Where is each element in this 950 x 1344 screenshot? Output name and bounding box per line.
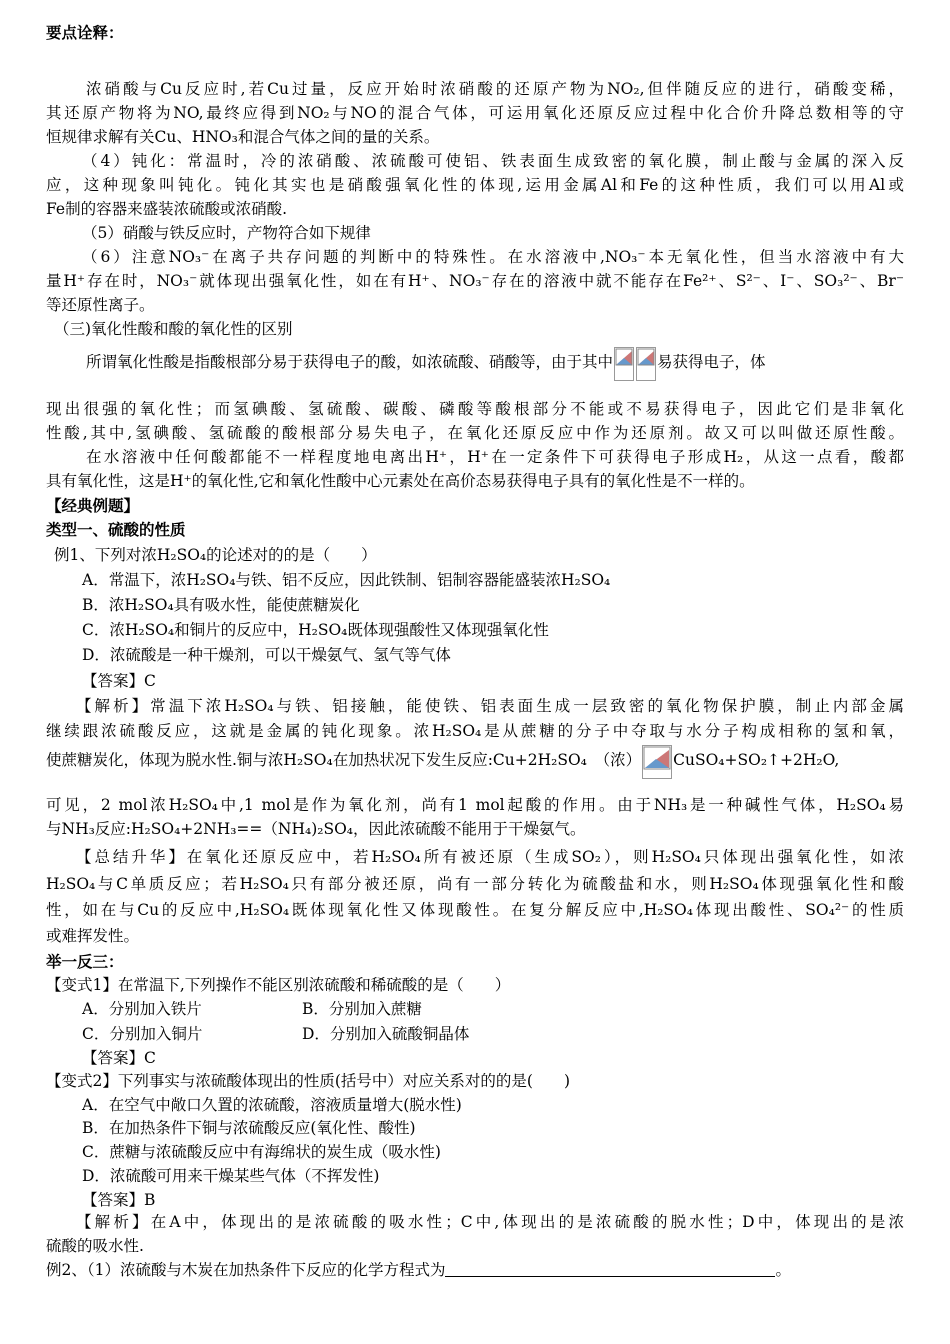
paragraph-line: 应，这种现象叫钝化。钝化其实也是硝酸强氧化性的体现,运用金属Al和Fe的这种性质，我们可以用Al或 — [46, 176, 904, 194]
option-d: D．浓硫酸是一种干燥剂，可以干燥氨气、氢气等气体 — [82, 646, 451, 664]
explanation-line: 【解析】常温下浓H₂SO₄与铁、铝接触，能使铁、铝表面生成一层致密的氧化物保护膜，制止内部金属 — [76, 697, 904, 715]
paragraph-line: 在水溶液中任何酸都能不一样程度地电离出H⁺，H⁺在一定条件下可获得电子形成H₂，从这一点看，酸都 — [86, 448, 904, 466]
question-text: 例2、（1）浓硫酸与木炭在加热条件下反应的化学方程式为 — [46, 1261, 446, 1279]
paragraph-line: （6）注意NO₃⁻在离子共存问题的判断中的特殊性。在水溶液中,NO₃⁻本无氧化性，但当水溶液中有大 — [82, 248, 904, 266]
paragraph-line: 具有氧化性，这是H⁺的氧化性,它和氧化性酸中心元素处在高价态易获得电子具有的氧化性是不一样的。 — [46, 472, 755, 490]
option-c: C．蔗糖与浓硫酸反应中有海绵状的炭生成（吸水性) — [82, 1143, 441, 1161]
paragraph-line: 现出很强的氧化性；而氢碘酸、氢硫酸、碳酸、磷酸等酸根部分不能或不易获得电子，因此它们是非氧化 — [46, 400, 904, 418]
paragraph-line-with-images — [86, 347, 904, 381]
answer-label: 【答案】C — [82, 672, 156, 690]
option-c: C．分别加入铜片 — [82, 1025, 203, 1043]
explanation-line: 继续跟浓硫酸反应，这就是金属的钝化现象。浓H₂SO₄是从蔗糖的分子中夺取与水分子构成相称的氢和氧， — [46, 722, 904, 740]
summary-line: H₂SO₄与C单质反应；若H₂SO₄只有部分被还原，尚有一部分转化为硫酸盐和水，则H₂SO₄体现强氧化性和酸 — [46, 875, 904, 893]
subsection-heading: （三)氧化性酸和酸的氧化性的区别 — [54, 320, 293, 338]
paragraph-line: Fe制的容器来盛装浓硫酸或浓硝酸. — [46, 200, 288, 218]
paragraph-line: 性酸,其中,氢碘酸、氢硫酸的酸根部分易失电子，在氧化还原反应中作为还原剂。故又可以叫做还原性酸。 — [46, 424, 904, 442]
question-stem: 例1、下列对浓H₂SO₄的论述对的的是（ ） — [54, 546, 377, 564]
section-heading: 【经典例题】 — [46, 496, 140, 515]
paragraph-line: 其还原产物将为NO,最终应得到NO₂与NO的混合气体，可运用氧化还原反应过程中化合价升降总数相等的守 — [46, 104, 904, 122]
explanation-line: 硫酸的吸水性. — [46, 1237, 144, 1255]
question-stem: 【变式2】下列事实与浓硫酸体现出的性质(括号中）对应关系对的的是( ) — [46, 1072, 571, 1090]
explanation-line: 【解析】在A中，体现出的是浓硫酸的吸水性；C中,体现出的是浓硫酸的脱水性；D中，体现出的是浓 — [76, 1213, 904, 1231]
answer-blank[interactable] — [445, 1260, 775, 1277]
option-b: B．分别加入蔗糖 — [302, 1000, 422, 1018]
explanation-line: 与NH₃反应:H₂SO₄+2NH₃==（NH₄)₂SO₄，因此浓硫酸不能用于干燥氨气。 — [46, 820, 586, 838]
question-stem: 【变式1】在常温下,下列操作不能区别浓硫酸和稀硫酸的是（ ） — [46, 976, 511, 994]
option-a: A．在空气中敞口久置的浓硫酸，溶液质量增大(脱水性) — [82, 1096, 462, 1114]
option-b: B．浓H₂SO₄具有吸水性，能使蔗糖炭化 — [82, 596, 360, 614]
section-heading: 类型一、硫酸的性质 — [46, 520, 186, 539]
paragraph-text: 易获得电子，体 — [657, 353, 766, 371]
equation-text: CuSO₄+SO₂↑+2H₂O, — [673, 751, 840, 769]
option-b: B．在加热条件下铜与浓硫酸反应(氧化性、酸性) — [82, 1119, 416, 1137]
paragraph-line: （5）硝酸与铁反应时，产物符合如下规律 — [82, 224, 371, 242]
broken-image-icon — [642, 745, 672, 779]
explanation-line: 可见，2 mol浓H₂SO₄中,1 mol是作为氧化剂，尚有1 mol起酸的作用。由于NH₃是一种碱性气体，H₂SO₄易 — [46, 796, 904, 814]
broken-image-icon — [636, 347, 656, 381]
paragraph-line: 等还原性离子。 — [46, 296, 155, 314]
paragraph-line: 量H⁺存在时，NO₃⁻就体现出强氧化性，如在有H⁺、NO₃⁻存在的溶液中就不能存在Fe²⁺、S²⁻、I⁻、SO₃²⁻、Br⁻ — [46, 272, 904, 290]
explanation-text: 使蔗糖炭化，体现为脱水性.铜与浓H₂SO₄在加热状况下发生反应:Cu+2H₂SO₄ （浓） — [46, 751, 642, 769]
paragraph-line: 浓硝酸与Cu反应时,若Cu过量，反应开始时浓硝酸的还原产物为NO₂,但伴随反应的进行，硝酸变稀， — [86, 80, 904, 98]
section-heading: 举一反三： — [46, 952, 124, 971]
question-stem-with-blank — [46, 1259, 904, 1283]
summary-line: 性，如在与Cu的反应中,H₂SO₄既体现氧化性又体现酸性。在复分解反应中,H₂SO₄体现出酸性、SO₄²⁻的性质 — [46, 901, 904, 919]
answer-label: 【答案】C — [82, 1049, 156, 1067]
option-c: C．浓H₂SO₄和铜片的反应中，H₂SO₄既体现强酸性又体现强氧化性 — [82, 621, 549, 639]
broken-image-icon — [614, 347, 634, 381]
paragraph-line: （4）钝化：常温时，冷的浓硝酸、浓硫酸可使铝、铁表面生成致密的氧化膜，制止酸与金属的深入反 — [82, 152, 904, 170]
option-a: A．常温下，浓H₂SO₄与铁、铝不反应，因此铁制、铝制容器能盛装浓H₂SO₄ — [82, 571, 611, 589]
option-d: D．浓硫酸可用来干燥某些气体（不挥发性) — [82, 1167, 380, 1185]
option-a: A．分别加入铁片 — [82, 1000, 202, 1018]
paragraph-text: 所谓氧化性酸是指酸根部分易于获得电子的酸，如浓硫酸、硝酸等，由于其中 — [86, 353, 614, 371]
summary-line: 或难挥发性。 — [46, 927, 140, 945]
answer-label: 【答案】B — [82, 1191, 156, 1209]
option-d: D．分别加入硫酸铜晶体 — [302, 1025, 470, 1043]
explanation-line-with-image — [46, 745, 904, 779]
period-text: 。 — [775, 1261, 791, 1279]
section-heading: 要点诠释： — [46, 23, 124, 42]
paragraph-line: 恒规律求解有关Cu、HNO₃和混合气体之间的量的关系。 — [46, 128, 440, 146]
summary-line: 【总结升华】在氧化还原反应中，若H₂SO₄所有被还原（生成SO₂），则H₂SO₄只体现出强氧化性，如浓 — [76, 848, 904, 866]
